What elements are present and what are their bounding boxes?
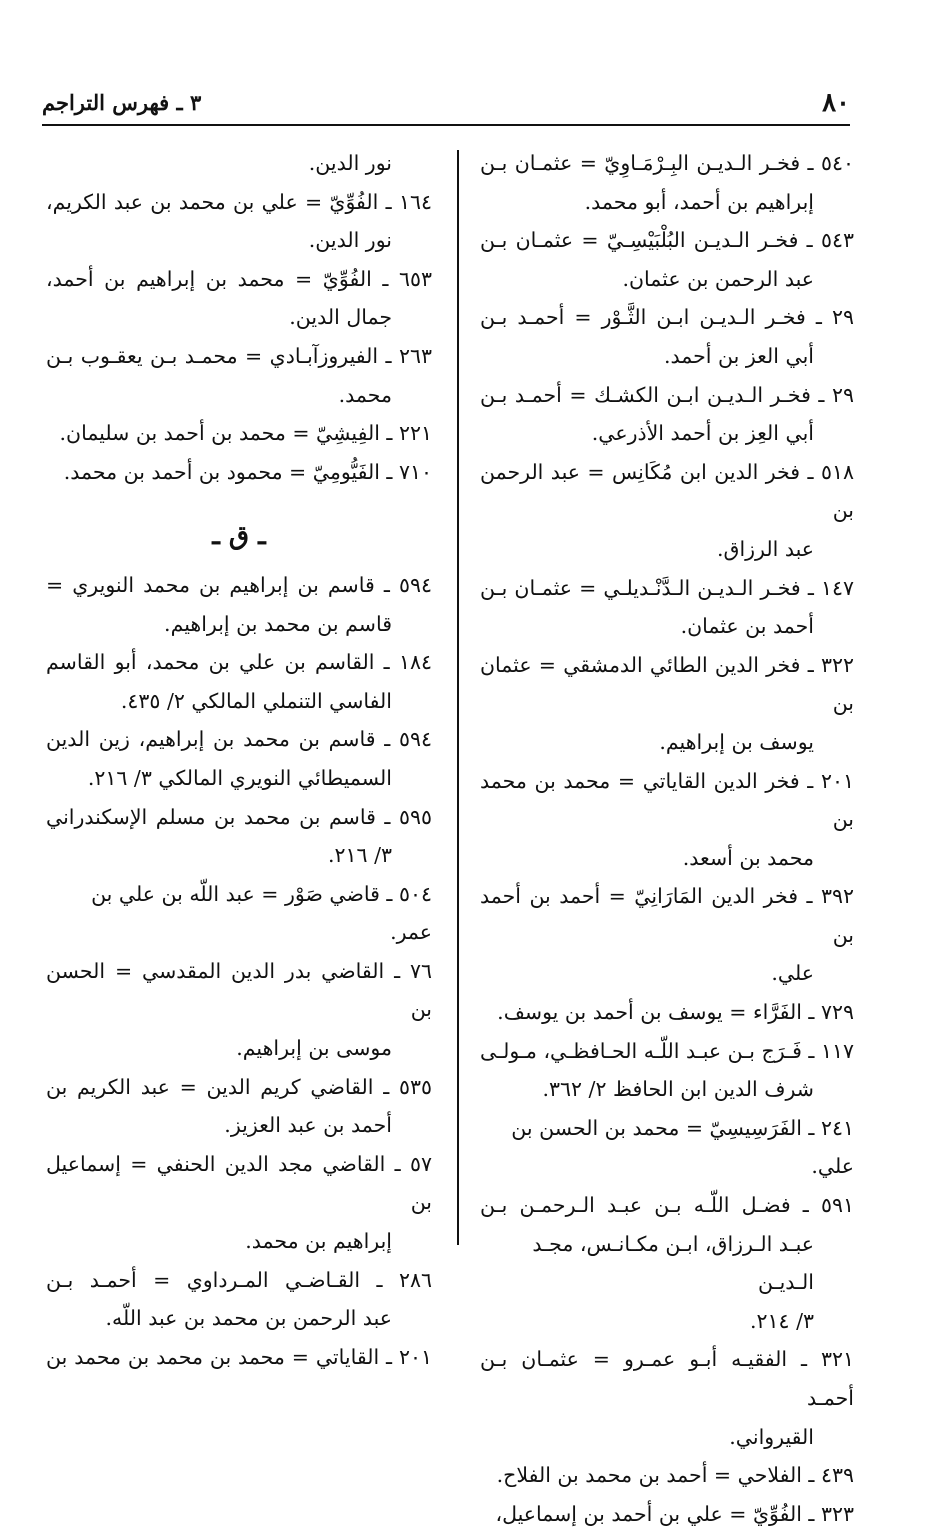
entry-first-line: ١٤٧ ـ فخـر الـديـن الـدَّنْـديلـي = عثمـان بـن <box>480 575 854 600</box>
entry-first-line: ٥٤٣ ـ فخـر الـديـن البُلْبَيْسِـيّ = عثمـان بـن <box>480 228 854 253</box>
entry-continuation: ٣/ ٢١٤. <box>749 1308 814 1333</box>
entry-first-line: ٢٠١ ـ فخر الدين القاياتي = محمد بن محمد بن <box>480 768 854 832</box>
entry-continuation: علي. <box>771 961 814 986</box>
index-entry <box>46 1145 432 1261</box>
index-entry <box>480 1186 854 1340</box>
index-entry <box>480 1109 854 1186</box>
entry-continuation: عبد الرزاق. <box>717 536 814 561</box>
index-entry <box>480 762 854 878</box>
index-entry <box>46 643 432 720</box>
entry-continuation: أحمد بن عبد العزيز. <box>224 1113 392 1138</box>
entry-continuation: عبد الرحمن بن محمد بن عبد اللّه. <box>105 1306 392 1331</box>
entry-first-line: ٥٣٥ ـ القاضي كريم الدين = عبد الكريم بن <box>46 1074 432 1099</box>
entry-first-line: ٢٦٣ ـ الفيروزآبـادي = محمـد بـن يعقـوب بـن <box>46 343 432 368</box>
entry-first-line: ٧٦ ـ القاضي بدر الدين المقدسي = الحسن بن <box>46 958 432 1022</box>
index-entry <box>46 566 432 643</box>
index-entry <box>480 877 854 993</box>
entry-continuation: نور الدين. <box>308 151 392 175</box>
entry-first-line: ٥٤٠ ـ فخـر الـديـن البِـرْمَـاوِيّ = عثمـان بـن <box>480 151 854 175</box>
entry-continuation: أبي العز بن أحمد. <box>664 343 814 368</box>
entry-first-line: ٥٩٤ ـ قاسم بن إبراهيم بن محمد النويري = <box>46 572 432 597</box>
entry-first-line: ٢٠١ ـ القاياتي = محمد بن محمد بن محمد بن <box>46 1344 432 1369</box>
index-entry <box>46 144 432 183</box>
entry-continuation: جمال الدين. <box>289 305 392 330</box>
entry-continuation: موسى بن إبراهيم. <box>236 1036 392 1061</box>
entry-line: ٧٢٩ ـ الفَرَّاء = يوسف بن أحمد بن يوسف. <box>497 1000 854 1025</box>
entry-first-line: ٥٧ ـ القاضي مجد الدين الحنفي = إسماعيل بن <box>46 1151 432 1215</box>
index-entry <box>480 646 854 762</box>
entry-line: ٧١٠ ـ الفَيُّومِيّ = محمود بن أحمد بن محمد. <box>63 459 432 484</box>
entry-first-line: ٣٩٢ ـ فخر الدين المَارَانِيّ = أحمد بن أحمد بن <box>480 884 854 947</box>
entry-continuation: إبراهيم بن محمد. <box>245 1229 392 1254</box>
index-entry <box>46 337 432 414</box>
index-entry <box>46 453 432 492</box>
entry-first-line: ١٨٤ ـ القاسم بن علي بن محمد، أبو القاسم <box>46 650 432 675</box>
entry-line: ٥٠٤ ـ قاضي صَوْر = عبد اللّه بن علي بن عمر. <box>91 881 432 945</box>
entry-continuation: نور الدين. <box>308 228 392 253</box>
index-entry <box>480 569 854 646</box>
entry-first-line: ٢٨٦ ـ القـاضـي المـرداوي = أحمـد بـن <box>46 1267 432 1292</box>
index-entry <box>46 183 432 260</box>
right-column <box>480 144 854 1533</box>
index-entry <box>46 798 432 875</box>
entry-continuation: يوسف بن إبراهيم. <box>659 729 814 754</box>
index-entry <box>480 298 854 375</box>
entry-first-line: ٢٩ ـ فخـر الـديـن ابـن الثَّـوْر = أحمـد بـن <box>480 305 854 330</box>
entry-continuation: شرف الدين ابن الحافظ ٢/ ٣٦٢. <box>542 1077 814 1102</box>
index-entry <box>46 1338 432 1377</box>
index-entry <box>480 1032 854 1109</box>
index-entry <box>480 453 854 569</box>
index-entry <box>46 1068 432 1145</box>
index-entry <box>46 875 432 952</box>
left-column <box>46 144 432 1376</box>
entry-continuation: محمد بن أسعد. <box>682 845 814 870</box>
entry-continuation: أبي العِز بن أحمد الأذرعي. <box>591 421 814 446</box>
section-letter-heading: ـ ق ـ <box>212 521 266 552</box>
index-entry <box>46 952 432 1068</box>
page-title: ٣ ـ فهرس التراجم <box>42 90 202 115</box>
entry-first-line: ٦٥٣ ـ الفُوِّيّ = محمد بن إبراهيم بن أحمد، <box>46 266 432 291</box>
entry-continuation: القيرواني. <box>729 1424 814 1449</box>
entry-first-line: ٥٩١ ـ فضـل اللّـه بـن عبـد الـرحمـن بـن <box>480 1193 854 1218</box>
index-entry <box>46 720 432 797</box>
entry-first-line: ٥١٨ ـ فخر الدين ابن مُكَانِس = عبد الرحمن بن <box>480 459 854 523</box>
index-entry <box>480 1495 854 1533</box>
entry-first-line: ٢٩ ـ فخـر الـديـن ابـن الكشـك = أحمـد بـن <box>480 382 854 407</box>
entry-first-line: ٥٩٥ ـ قاسم بن محمد بن مسلم الإسكندراني <box>46 804 432 829</box>
entry-continuation: قاسم بن محمد بن إبراهيم. <box>164 611 392 636</box>
index-entry <box>480 1456 854 1495</box>
entry-continuation: عبد الرحمن بن عثمان. <box>622 266 814 291</box>
entry-line: ٢٢١ ـ الفِيشِيّ = محمد بن أحمد بن سليمان. <box>59 421 432 446</box>
entry-first-line: ٣٢٢ ـ فخر الدين الطائي الدمشقي = عثمان بن <box>480 652 854 716</box>
entry-continuation: ٣/ ٢١٦. <box>327 843 392 868</box>
entry-first-line: ١٦٤ ـ الفُوِّيّ = علي بن محمد بن عبد الكريم، <box>46 189 432 214</box>
index-entry <box>480 221 854 298</box>
index-entry <box>46 1261 432 1338</box>
entry-continuation: إبراهيم بن أحمد، أبو محمد. <box>584 189 814 214</box>
entry-first-line: ٣٢١ ـ الفقيـه أبـو عمـرو = عثمـان بـن أحمـد <box>480 1347 854 1410</box>
index-entry <box>46 414 432 453</box>
index-entry <box>46 260 432 337</box>
entry-line: ٤٣٩ ـ الفلاحي = أحمد بن محمد بن الفلاح. <box>496 1463 854 1488</box>
entry-continuation: السميطائي النويري المالكي ٣/ ٢١٦. <box>87 765 392 790</box>
index-entry <box>480 1340 854 1456</box>
entry-first-line: ٥٩٤ ـ قاسم بن محمد بن إبراهيم، زين الدين <box>46 727 432 752</box>
page-header <box>42 88 850 126</box>
entry-continuation: محمد. <box>338 382 392 407</box>
page-number: ٨٠ <box>822 88 850 118</box>
entry-continuation: عبـد الـرزاق، ابـن مكـانـس، مجـد الـديـن <box>532 1231 814 1295</box>
index-entry <box>480 993 854 1032</box>
entry-continuation: الفاسي التنملي المالكي ٢/ ٤٣٥. <box>120 688 392 713</box>
index-entry <box>480 144 854 221</box>
entry-continuation: أحمد بن عثمان. <box>680 614 814 639</box>
index-entry <box>480 376 854 453</box>
entry-line: ٢٤١ ـ الفَرَسِيسِيّ = محمد بن الحسن بن علي. <box>511 1115 854 1179</box>
column-divider <box>457 150 459 1245</box>
entry-first-line: ١١٧ ـ فَـرَج بـن عبـد اللّـه الحـافظـي، مـولـى <box>480 1038 854 1063</box>
entry-line: ٣٢٣ ـ الفُوِّيّ = علي بن أحمد بن إسماعيل، <box>495 1501 854 1526</box>
